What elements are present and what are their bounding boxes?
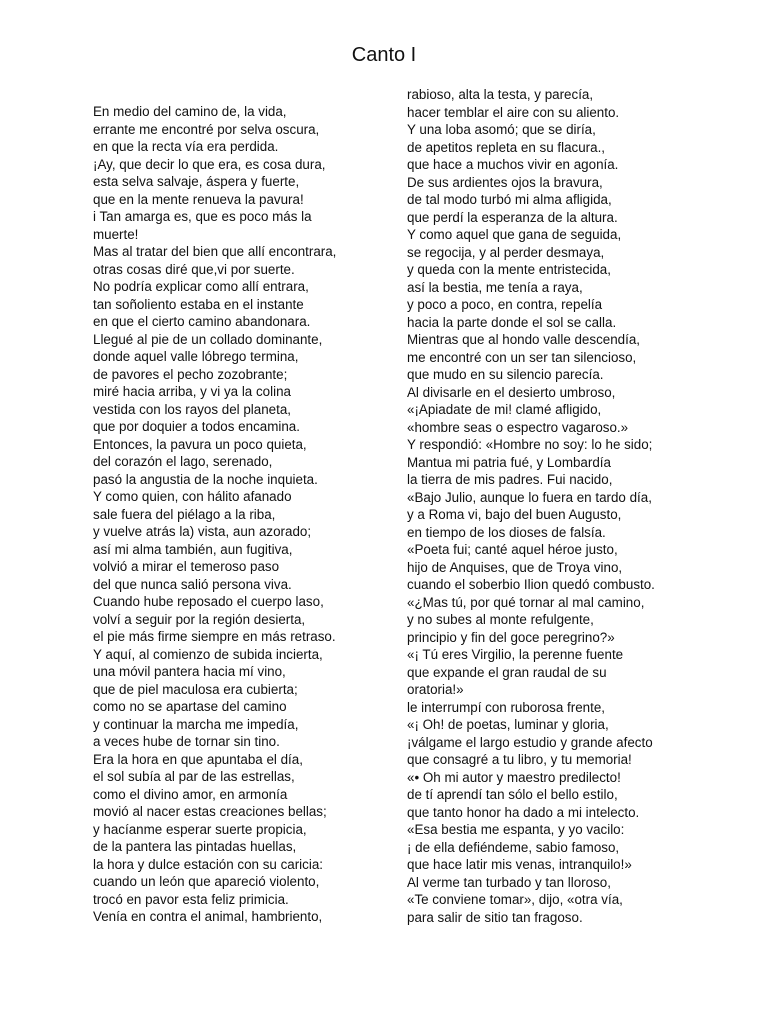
verse-line: del que nunca salió persona viva. xyxy=(93,576,292,592)
verse-line: ¡Ay, que decir lo que era, es cosa dura, xyxy=(93,156,326,172)
verse-line: oratoria!» xyxy=(407,682,464,697)
verse-line: volvió a mirar el temeroso paso xyxy=(93,559,280,574)
verse-line: «Poeta fui; canté aquel héroe justo, xyxy=(407,542,618,557)
verse-line: a veces hube de tornar sin tino. xyxy=(93,734,280,749)
verse-line: errante me encontré por selva oscura, xyxy=(93,121,320,137)
verse-line: Y una loba asomó; que se diría, xyxy=(407,122,596,137)
verse-line: la tierra de mis padres. Fui nacido, xyxy=(407,472,613,487)
verse-line: que hace a muchos vivir en agonía. xyxy=(407,157,619,172)
verse-line: como no se apartase del camino xyxy=(93,699,287,714)
verse-line: Y aquí, al comienzo de subida incierta, xyxy=(93,646,323,662)
verse-line: de tal modo turbó mi alma afligida, xyxy=(407,192,612,207)
verse-line: Llegué al pie de un collado dominante, xyxy=(93,331,323,347)
verse-line: que expande el gran raudal de su xyxy=(407,664,607,680)
verse-line: «¡Apiadate de mi! clamé afligido, xyxy=(407,402,602,417)
verse-line: ¡ de ella defiéndeme, sabio famoso, xyxy=(407,839,620,855)
verse-line: Era la hora en que apuntaba el día, xyxy=(93,751,303,767)
verse-line: trocó en pavor esta feliz primicia. xyxy=(93,891,289,907)
verse-line: que tanto honor ha dado a mi intelecto. xyxy=(407,804,640,820)
left-verse-column xyxy=(93,103,383,926)
verse-line: así mi alma también, aun fugitiva, xyxy=(93,541,293,557)
verse-line: miré hacia arriba, y vi ya la colina xyxy=(93,384,291,399)
verse-line: No podría explicar como allí entrara, xyxy=(93,279,309,294)
verse-line: «¡ Tú eres Virgilio, la perenne fuente xyxy=(407,647,624,662)
right-verse-column xyxy=(407,86,707,926)
verse-line: «Esa bestia me espanta, y yo vacilo: xyxy=(407,822,625,837)
verse-line: y no subes al monte refulgente, xyxy=(407,612,594,627)
verse-line: movió al nacer estas creaciones bellas; xyxy=(93,804,327,819)
verse-line: y poco a poco, en contra, repelía xyxy=(407,297,603,312)
verse-line: cuando el soberbio Ilion quedó combusto. xyxy=(407,577,655,592)
verse-line: pasó la angustia de la noche inquieta. xyxy=(93,471,318,487)
verse-line: para salir de sitio tan fragoso. xyxy=(407,909,583,925)
verse-line: Venía en contra el animal, hambriento, xyxy=(93,909,323,924)
verse-line: de apetitos repleta en su flacura., xyxy=(407,139,606,155)
verse-line: «¿Mas tú, por qué tornar al mal camino, xyxy=(407,594,645,610)
verse-line: cuando un león que apareció violento, xyxy=(93,874,320,889)
verse-line: le interrumpí con ruborosa frente, xyxy=(407,699,605,715)
verse-line: rabioso, alta la testa, y parecía, xyxy=(407,87,594,102)
verse-line: y queda con la mente entristecida, xyxy=(407,262,611,277)
verse-line: sale fuera del piélago a la riba, xyxy=(93,506,276,522)
verse-line: «Te conviene tomar», dijo, «otra vía, xyxy=(407,892,623,907)
verse-line: hacia la parte donde el sol se calla. xyxy=(407,314,617,330)
verse-line: que mudo en su silencio parecía. xyxy=(407,367,604,382)
verse-line: de la pantera las pintadas huellas, xyxy=(93,839,297,854)
verse-line: Y respondió: «Hombre no soy: lo he sido; xyxy=(407,437,653,452)
verse-line: en que el cierto camino abandonara. xyxy=(93,314,311,329)
verse-line: el pie más firme siempre en más retraso. xyxy=(93,629,336,644)
verse-line: principio y fin del goce peregrino?» xyxy=(407,629,615,645)
verse-line: que consagré a tu libro, y tu memoria! xyxy=(407,752,632,767)
verse-line: Mientras que al hondo valle descendía, xyxy=(407,332,641,347)
verse-line: en tiempo de los dioses de falsía. xyxy=(407,524,606,540)
verse-line: y hacíanme esperar suerte propicia, xyxy=(93,821,307,837)
verse-line: hijo de Anquises, que de Troya vino, xyxy=(407,559,623,575)
verse-line: el sol subía al par de las estrellas, xyxy=(93,769,295,784)
verse-line: En medio del camino de, la vida, xyxy=(93,104,287,119)
verse-line: «¡ Oh! de poetas, luminar y gloria, xyxy=(407,717,609,732)
verse-line: esta selva salvaje, áspera y fuerte, xyxy=(93,174,300,189)
verse-line: que perdí la esperanza de la altura. xyxy=(407,209,618,225)
verse-line: del corazón el lago, serenado, xyxy=(93,454,273,469)
verse-line: que de piel maculosa era cubierta; xyxy=(93,681,298,697)
verse-line: «• Oh mi autor y maestro predilecto! xyxy=(407,769,621,785)
verse-line: y vuelve atrás la) vista, aun azorado; xyxy=(93,524,312,539)
verse-line: donde aquel valle lóbrego termina, xyxy=(93,349,299,364)
verse-line: la hora y dulce estación con su caricia: xyxy=(93,856,323,872)
verse-line: así la bestia, me tenía a raya, xyxy=(407,279,583,295)
verse-line: una móvil pantera hacia mí vino, xyxy=(93,664,286,679)
verse-line: se regocija, y al perder desmaya, xyxy=(407,244,605,260)
verse-line: en que la recta vía era perdida. xyxy=(93,139,279,154)
verse-line: «Bajo Julio, aunque lo fuera en tardo día, xyxy=(407,489,652,505)
verse-line: muerte! xyxy=(93,226,139,242)
verse-line: volví a seguir por la región desierta, xyxy=(93,611,306,627)
verse-line: otras cosas diré que,vi por suerte. xyxy=(93,261,295,277)
verse-line: Cuando hube reposado el cuerpo laso, xyxy=(93,594,324,609)
verse-line: Mantua mi patria fué, y Lombardía xyxy=(407,454,611,470)
verse-line: hacer temblar el aire con su aliento. xyxy=(407,104,620,120)
verse-line: que en la mente renueva la pavura! xyxy=(93,191,304,207)
verse-line: de tí aprendí tan sólo el bello estilo, xyxy=(407,787,618,802)
verse-line: y a Roma vi, bajo del buen Augusto, xyxy=(407,507,622,522)
verse-line: Al verme tan turbado y tan lloroso, xyxy=(407,874,611,890)
verse-line: Y como quien, con hálito afanado xyxy=(93,489,292,504)
verse-line: tan soñoliento estaba en el instante xyxy=(93,296,304,312)
verse-line: que por doquier a todos encamina. xyxy=(93,419,300,434)
verse-line: Mas al tratar del bien que allí encontrara, xyxy=(93,244,337,259)
verse-line: que hace latir mis venas, intranquilo!» xyxy=(407,857,632,872)
verse-line: y continuar la marcha me impedía, xyxy=(93,716,299,732)
verse-line: «hombre seas o espectro vagaroso.» xyxy=(407,419,629,435)
verse-line: como el divino amor, en armonía xyxy=(93,786,288,802)
verse-line: ¡válgame el largo estudio y grande afecto xyxy=(407,734,653,750)
verse-line: Y como aquel que gana de seguida, xyxy=(407,227,622,242)
verse-line: De sus ardientes ojos la bravura, xyxy=(407,174,603,190)
verse-line: Al divisarle en el desierto umbroso, xyxy=(407,384,616,400)
verse-line: de pavores el pecho zozobrante; xyxy=(93,366,288,382)
verse-line: Entonces, la pavura un poco quieta, xyxy=(93,436,307,452)
verse-line: vestida con los rayos del planeta, xyxy=(93,401,292,417)
page-title: Canto I xyxy=(351,44,417,66)
verse-line: me encontré con un ser tan silencioso, xyxy=(407,349,637,365)
verse-line: i Tan amarga es, que es poco más la xyxy=(93,209,312,224)
